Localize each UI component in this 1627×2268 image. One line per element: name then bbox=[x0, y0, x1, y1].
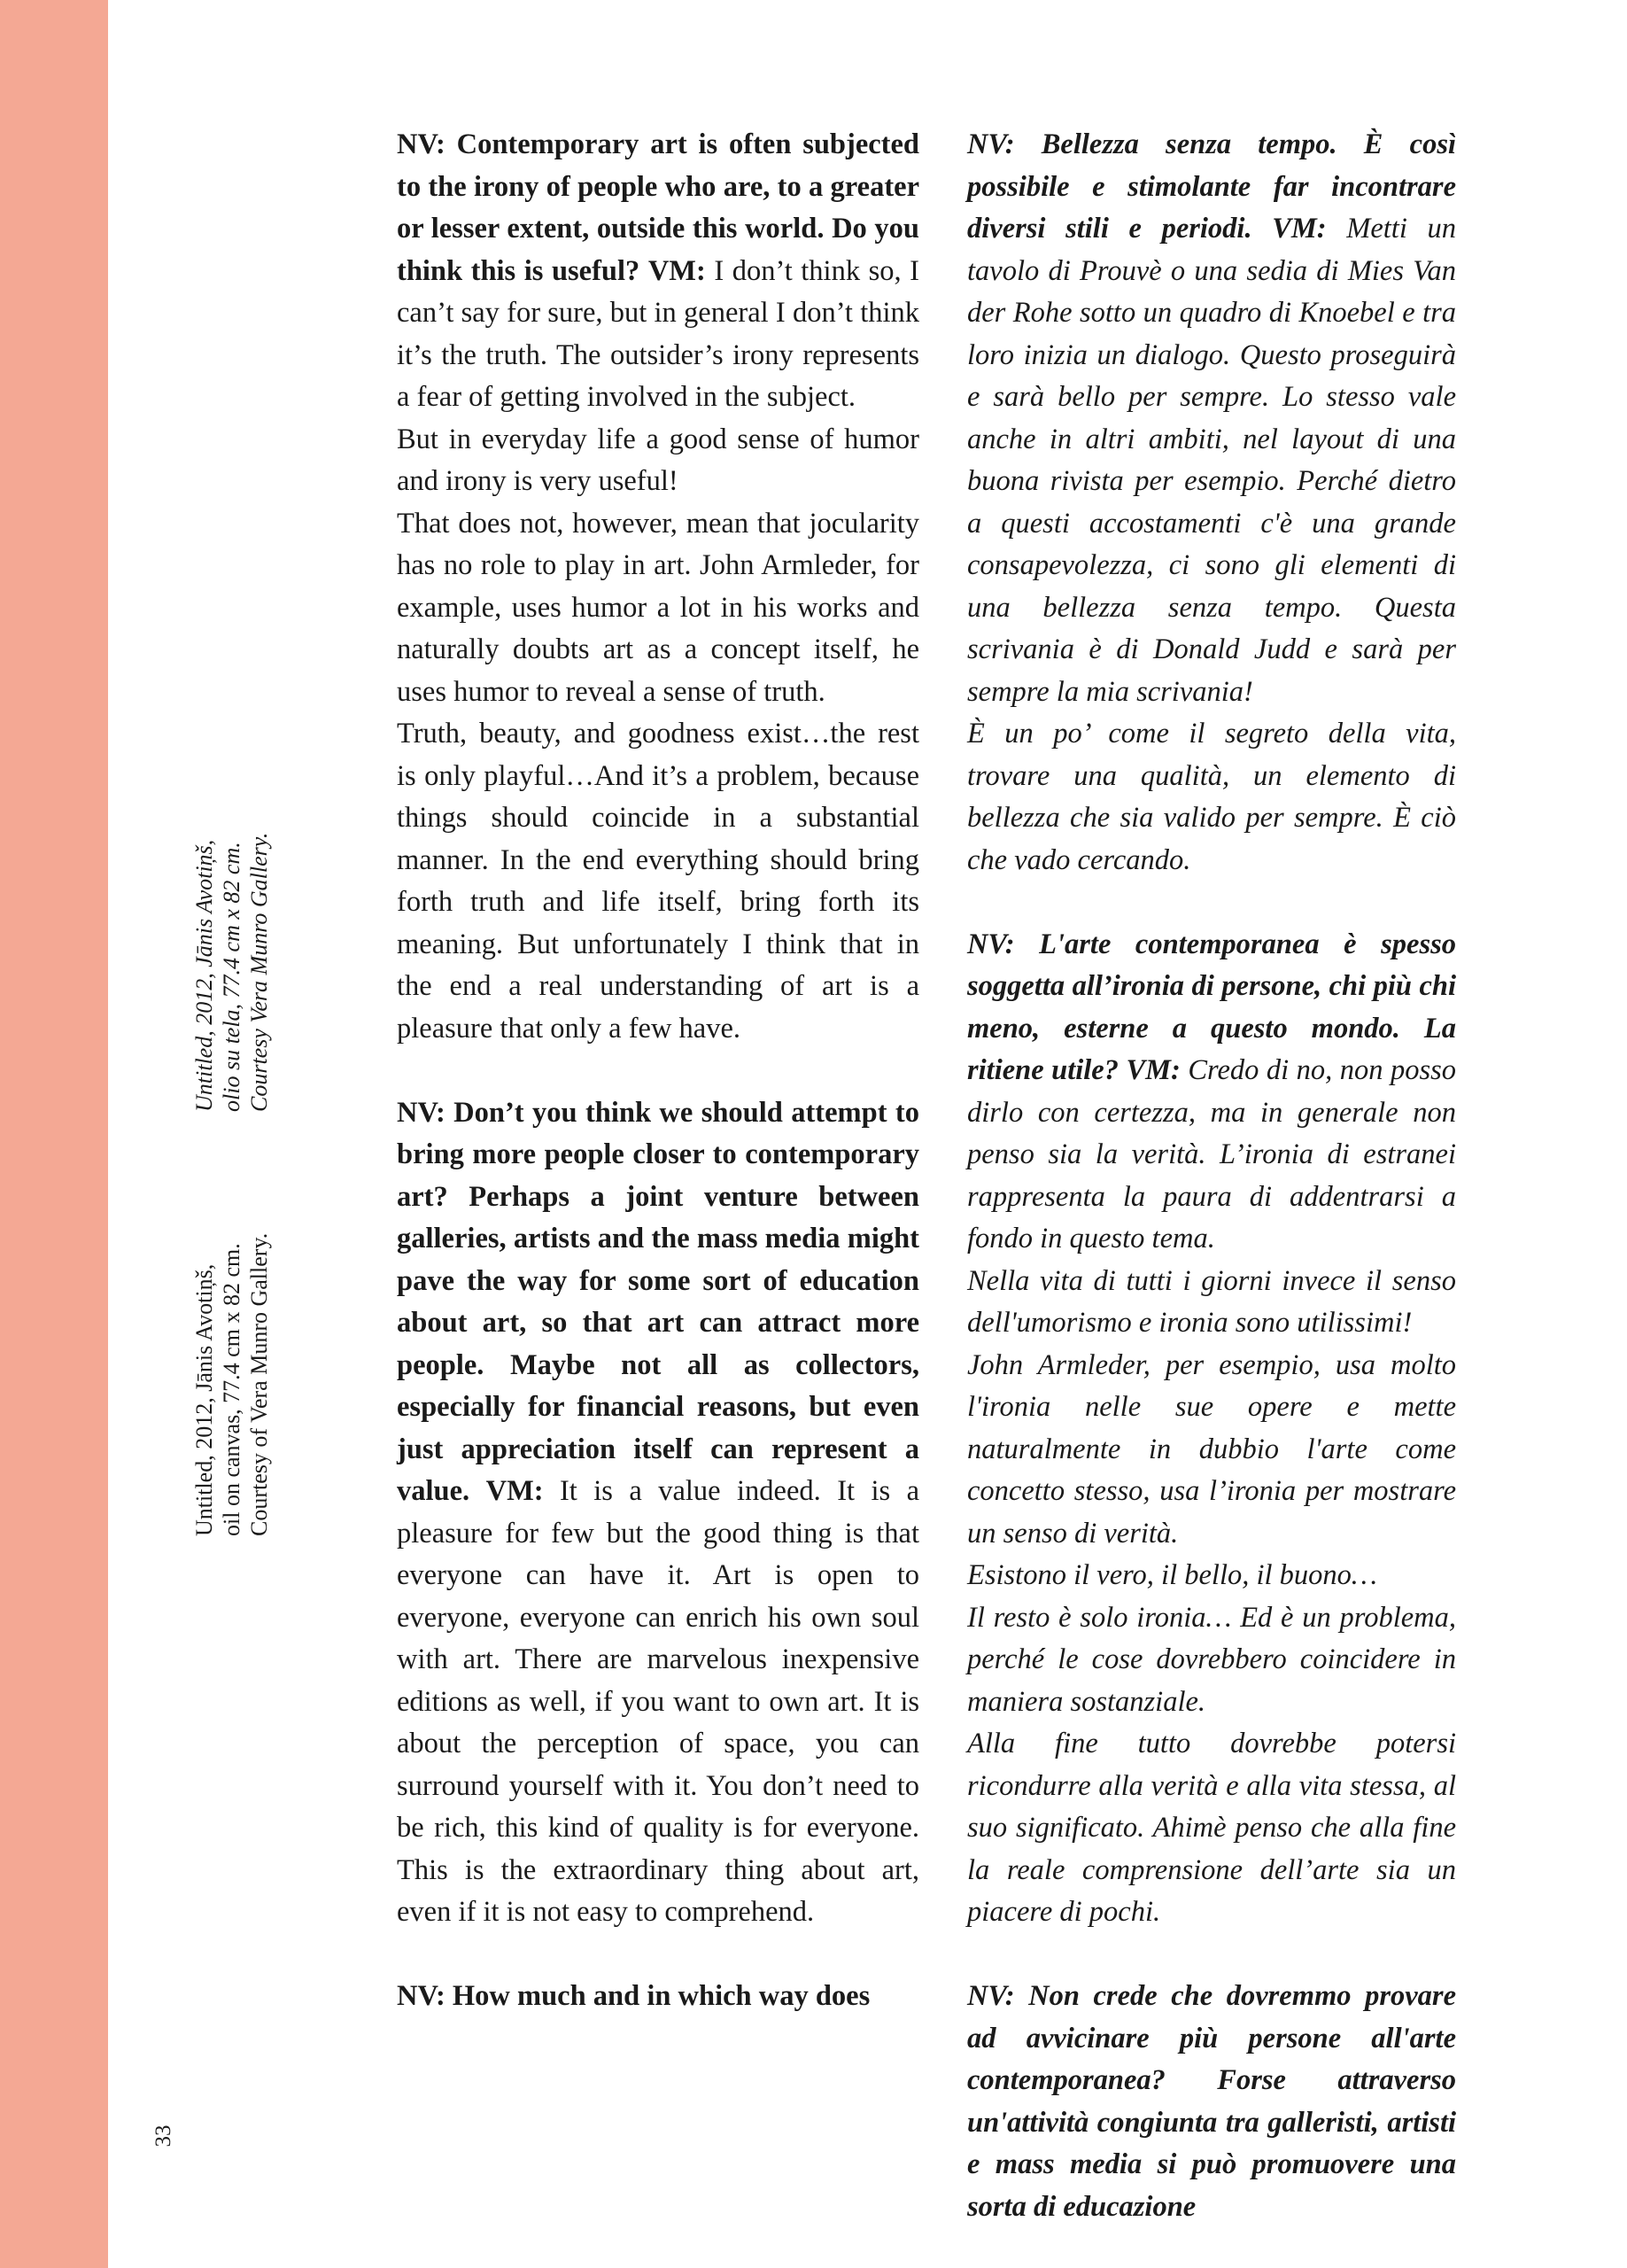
italian-column bbox=[967, 124, 1456, 2228]
caption-line: Untitled, 2012, Jānis Avotiņš, bbox=[191, 839, 217, 1112]
interviewer-question: NV: Don’t you think we should attempt to bring more people closer to contemporary art? Perhaps a joint venture between galleries, artists and the mass media might pave the way for some sort of education about art, so that art can attract more people. Maybe not all as collectors, especially for financial reasons, but even just appreciation itself can represent a value. bbox=[397, 1096, 919, 1507]
interview-paragraph bbox=[397, 1092, 919, 1934]
caption-line: oil on canvas, 77.4 cm x 82 cm. bbox=[219, 1243, 244, 1536]
answer-paragraph: Nella vita di tutti i giorni invece il senso dell'umorismo e ironia sono utilissimi! bbox=[967, 1264, 1456, 1339]
caption-line: Untitled, 2012, Jānis Avotiņš, bbox=[191, 1263, 217, 1536]
answer-paragraph: Esistono il vero, il bello, il buono… bbox=[967, 1559, 1377, 1591]
interviewee-answer: Credo di no, non posso dirlo con certezza, ma in generale non penso sia la verità. L’ironia di estranei rappresenta la paura di addentrarsi a fondo in questo tema. bbox=[967, 1054, 1457, 1254]
caption-line: Courtesy of Vera Munro Gallery. bbox=[246, 1232, 272, 1536]
interview-paragraph bbox=[967, 924, 1456, 1261]
image-caption-english bbox=[190, 1233, 273, 1536]
interviewer-question: NV: Bellezza senza tempo. È così possibile e stimolante far incontrare diversi stili e periodi. bbox=[967, 128, 1456, 245]
interviewer-question: NV: Non crede che dovremmo provare ad avvicinare più persone all'arte contemporanea? Forse attraverso un'attività congiunta tra galleristi, artisti e mass media si può promuovere una sorta di educazione bbox=[967, 1980, 1456, 2223]
english-column bbox=[397, 124, 919, 2018]
speaker-label: VM: bbox=[647, 254, 706, 287]
caption-line: olio su tela, 77.4 cm x 82 cm. bbox=[219, 842, 244, 1112]
interviewer-question: NV: How much and in which way does bbox=[397, 1980, 871, 2012]
interviewer-question: NV: L'arte contemporanea è spesso soggetta all’ironia di persone, chi più chi meno, esterne a questo mondo. La ritiene utile? bbox=[967, 928, 1456, 1086]
answer-paragraph: Il resto è solo ironia… Ed è un problema, perché le cose dovrebbero coincidere in maniera sostanziale. bbox=[967, 1601, 1456, 1718]
page-number-text: 33 bbox=[151, 2124, 175, 2148]
page-number bbox=[151, 2109, 175, 2163]
answer-paragraph: Alla fine tutto dovrebbe potersi ricondurre alla verità e alla vita stessa, al suo significato. Ahimè penso che alla fine la reale comprensione dell’arte sia un piacere di pochi. bbox=[967, 1728, 1456, 1928]
interview-paragraph bbox=[967, 1976, 1456, 2228]
interview-paragraph bbox=[397, 124, 919, 419]
answer-paragraph: That does not, however, mean that jocularity has no role to play in art. John Armleder, for example, uses humor a lot in his works and naturally doubts art as a concept itself, he uses humor to reveal a sense of truth. bbox=[397, 507, 919, 708]
interviewee-answer: Metti un tavolo di Prouvè o una sedia di Mies Van der Rohe sotto un quadro di Knoebel e tra loro inizia un dialogo. Questo proseguirà e sarà bello per sempre. Lo stesso vale anche in altri ambiti, nel layout di una buona rivista per esempio. Perché dietro a questi accostamenti c'è una grande consapevolezza, ci sono gli elementi di una bellezza senza tempo. Questa scrivania è di Donald Judd e sarà per sempre la mia scrivania! bbox=[967, 213, 1456, 708]
speaker-label: VM: bbox=[485, 1475, 544, 1507]
answer-paragraph: Truth, beauty, and goodness exist…the rest is only playful…And it’s a problem, because things should coincide in a substantial manner. In the end everything should bring forth truth and life itself, bring forth its meaning. But unfortunately I think that in the end a real understanding of art is a pleasure that only a few have. bbox=[397, 718, 919, 1045]
answer-paragraph: È un po’ come il segreto della vita, trovare una qualità, un elemento di bellezza che sia valido per sempre. È ciò che vado cercando. bbox=[967, 718, 1456, 876]
answer-paragraph: John Armleder, per esempio, usa molto l'ironia nelle sue opere e mette naturalmente in dubbio l'arte come concetto stesso, usa l’ironia per mostrare un senso di verità. bbox=[967, 1348, 1456, 1550]
interviewee-answer: It is a value indeed. It is a pleasure for few but the good thing is that everyone can have it. Art is open to everyone, everyone can enrich his own soul with art. There are marvelous inexpensive editions as well, if you want to own art. It is about the perception of space, you can surround yourself with it. You don’t need to be rich, this kind of quality is for everyone. This is the extraordinary thing about art, even if it is not easy to comprehend. bbox=[397, 1475, 920, 1928]
speaker-label: VM: bbox=[1126, 1054, 1181, 1086]
caption-line: Courtesy Vera Munro Gallery. bbox=[246, 832, 272, 1112]
speaker-label: VM: bbox=[1272, 213, 1327, 245]
interview-paragraph bbox=[397, 1976, 919, 2018]
interview-paragraph bbox=[967, 124, 1456, 713]
interviewee-answer: I don’t think so, I can’t say for sure, but in general I don’t think it’s the truth. The outsider’s irony represents a fear of getting involved in the subject. bbox=[397, 254, 919, 413]
image-caption-italian bbox=[190, 833, 273, 1112]
answer-paragraph: But in everyday life a good sense of humor and irony is very useful! bbox=[397, 423, 919, 497]
side-color-band bbox=[0, 0, 108, 2268]
interviewer-question: NV: Contemporary art is often subjected to the irony of people who are, to a greater or lesser extent, outside this world. Do you think this is useful? bbox=[397, 128, 919, 287]
